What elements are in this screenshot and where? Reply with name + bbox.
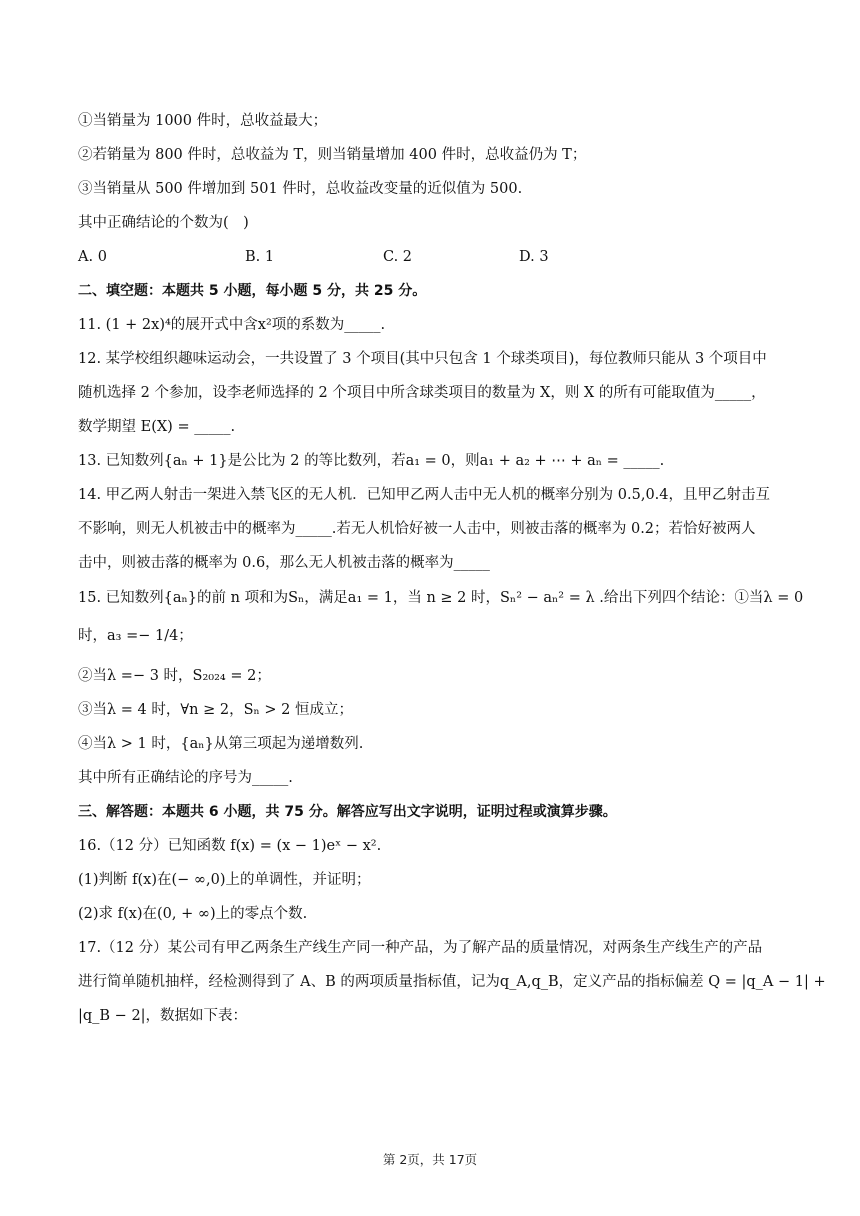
- question-14-line-2: 不影响，则无人机被击中的概率为_____.若无人机恰好被一人击中，则被击落的概率为 0.2；若恰好被两人: [78, 521, 756, 537]
- question-15-line-5: ④当λ > 1 时，{aₙ}从第三项起为递增数列.: [78, 736, 364, 752]
- question-12-line-1: 12. 某学校组织趣味运动会，一共设置了 3 个项目(其中只包含 1 个球类项目)，每位教师只能从 3 个项目中: [78, 351, 767, 367]
- option-a: A. 0: [78, 249, 107, 265]
- question-11: 11. (1 + 2x)⁴的展开式中含x²项的系数为_____.: [78, 317, 386, 333]
- statement-1: ①当销量为 1000 件时，总收益最大；: [78, 113, 328, 129]
- statement-2: ②若销量为 800 件时，总收益为 T，则当销量增加 400 件时，总收益仍为 T；: [78, 147, 587, 163]
- question-15-line-1: 15. 已知数列{aₙ}的前 n 项和为Sₙ，满足a₁ = 1，当 n ≥ 2 时，Sₙ² − aₙ² = λ .给出下列四个结论：①当λ = 0: [78, 590, 804, 606]
- option-c: C. 2: [383, 249, 413, 265]
- question-15-line-3: ②当λ =− 3 时，S₂₀₂₄ = 2；: [78, 668, 271, 684]
- question-13: 13. 已知数列{aₙ + 1}是公比为 2 的等比数列，若a₁ = 0，则a₁ + a₂ + ⋯ + aₙ = _____.: [78, 453, 665, 469]
- question-16-line-1: 16.（12 分）已知函数 f(x) = (x − 1)eˣ − x².: [78, 838, 382, 854]
- question-12-line-3: 数学期望 E(X) = _____.: [78, 419, 236, 435]
- question-15-line-6: 其中所有正确结论的序号为_____.: [78, 770, 293, 786]
- question-12-line-2: 随机选择 2 个参加，设李老师选择的 2 个项目中所含球类项目的数量为 X，则 X 的所有可能取值为_____，: [78, 385, 766, 401]
- question-15-line-2: 时，a₃ =− 1/4；: [78, 628, 193, 644]
- question-14-line-1: 14. 甲乙两人射击一架进入禁飞区的无人机．已知甲乙两人击中无人机的概率分别为 0.5,0.4，且甲乙射击互: [78, 487, 771, 503]
- option-b: B. 1: [245, 249, 275, 265]
- question-17-line-1: 17.（12 分）某公司有甲乙两条生产线生产同一种产品，为了解产品的质量情况，对两条生产线生产的产品: [78, 940, 763, 956]
- question-16-line-3: (2)求 f(x)在(0, + ∞)上的零点个数.: [78, 906, 308, 922]
- section-heading-fill-blank: 二、填空题：本题共 5 小题，每小题 5 分，共 25 分。: [78, 283, 427, 299]
- question-17-line-2: 进行简单随机抽样，经检测得到了 A、B 的两项质量指标值，记为q_A,q_B，定义产品的指标偏差 Q = |q_A − 1| +: [78, 974, 826, 990]
- statement-3: ③当销量从 500 件增加到 501 件时，总收益改变量的近似值为 500.: [78, 181, 523, 197]
- page-footer: 第 2页，共 17页: [382, 1152, 478, 1167]
- section-heading-answer: 三、解答题：本题共 6 小题，共 75 分。解答应写出文字说明，证明过程或演算步骤。: [78, 804, 617, 820]
- question-17-line-3: |q_B − 2|，数据如下表：: [78, 1008, 248, 1024]
- question-14-line-3: 击中，则被击落的概率为 0.6，那么无人机被击落的概率为_____: [78, 555, 490, 571]
- question-16-line-2: (1)判断 f(x)在(− ∞,0)上的单调性，并证明；: [78, 872, 371, 888]
- question-prompt: 其中正确结论的个数为( ): [78, 215, 249, 231]
- question-15-line-4: ③当λ = 4 时，∀n ≥ 2，Sₙ > 2 恒成立；: [78, 702, 353, 718]
- option-d: D. 3: [519, 249, 549, 265]
